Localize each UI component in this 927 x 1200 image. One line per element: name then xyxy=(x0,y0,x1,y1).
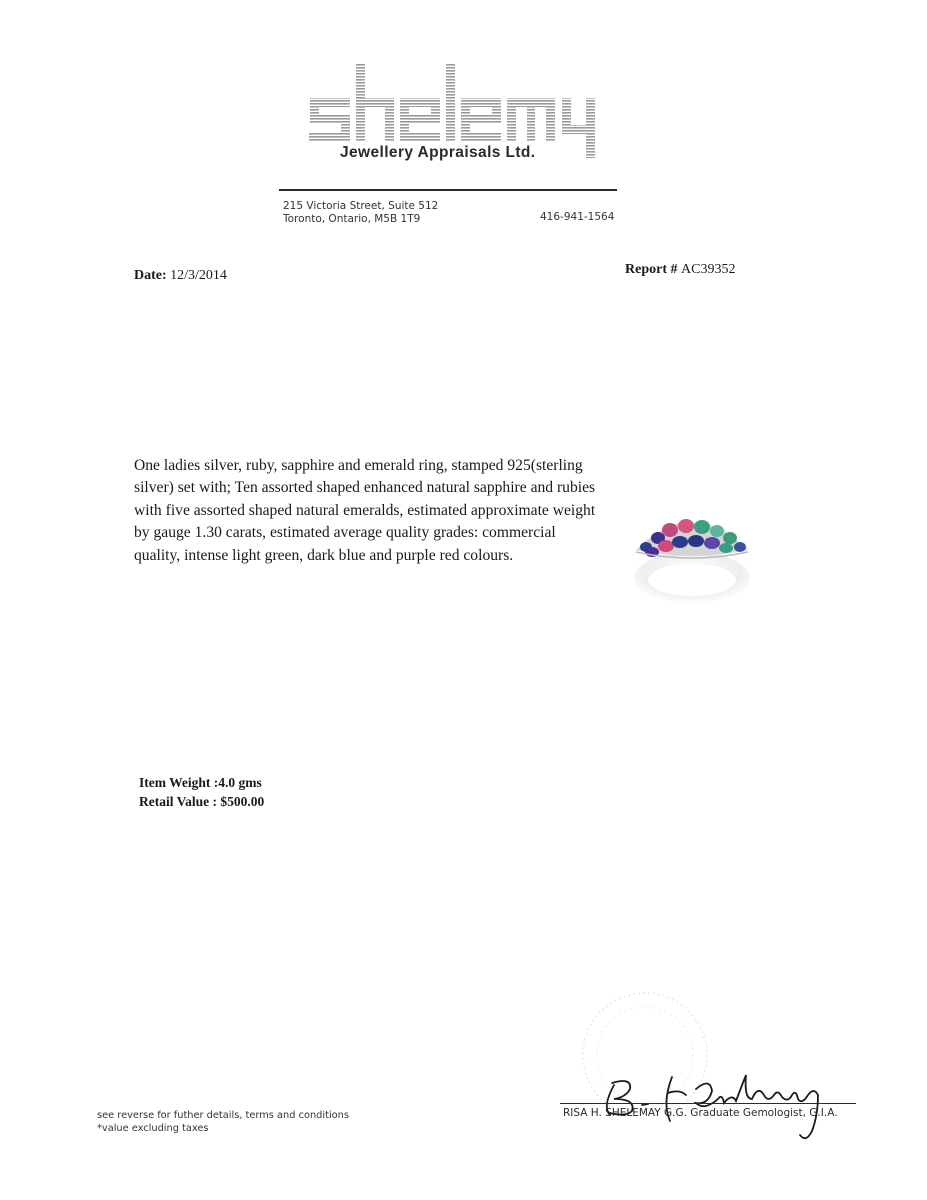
report-label: Report # xyxy=(625,262,678,277)
header-divider xyxy=(279,189,617,191)
weight-value: 4.0 gms xyxy=(218,775,262,790)
date-label: Date: xyxy=(134,268,167,283)
date-value: 12/3/2014 xyxy=(170,268,227,283)
signer-credentials: RISA H. SHELEMAY G.G. Graduate Gemologist, G.I.A. xyxy=(563,1107,838,1119)
signature-line xyxy=(560,1103,856,1104)
value-label: Retail Value : xyxy=(139,794,218,809)
value-amount: $500.00 xyxy=(220,794,265,809)
address-line-2: Toronto, Ontario, M5B 1T9 xyxy=(283,213,421,225)
company-subtitle: Jewellery Appraisals Ltd. xyxy=(340,144,536,161)
date-field xyxy=(134,268,227,284)
report-number xyxy=(625,262,735,278)
item-description: One ladies silver, ruby, sapphire and emerald ring, stamped 925(sterling silver) set with; Ten assorted shaped enhanced natural sapphire and rubies with five assorted shaped natural emeralds, estimated approximate weight by gauge 1.30 carats, estimated average quality grades: commercial quality, intense light green, dark blue and purple red colours. xyxy=(134,457,596,564)
report-value: AC39352 xyxy=(681,262,736,277)
item-weight xyxy=(139,773,262,792)
company-logo xyxy=(300,58,600,158)
retail-value xyxy=(139,792,264,811)
phone-number: 416-941-1564 xyxy=(540,211,615,223)
weight-label: Item Weight : xyxy=(139,775,219,790)
terms-note: see reverse for futher details, terms and conditions xyxy=(97,1110,349,1121)
address-line-1: 215 Victoria Street, Suite 512 xyxy=(283,200,439,212)
tax-note: *value excluding taxes xyxy=(97,1123,209,1134)
ring-image xyxy=(622,500,762,610)
